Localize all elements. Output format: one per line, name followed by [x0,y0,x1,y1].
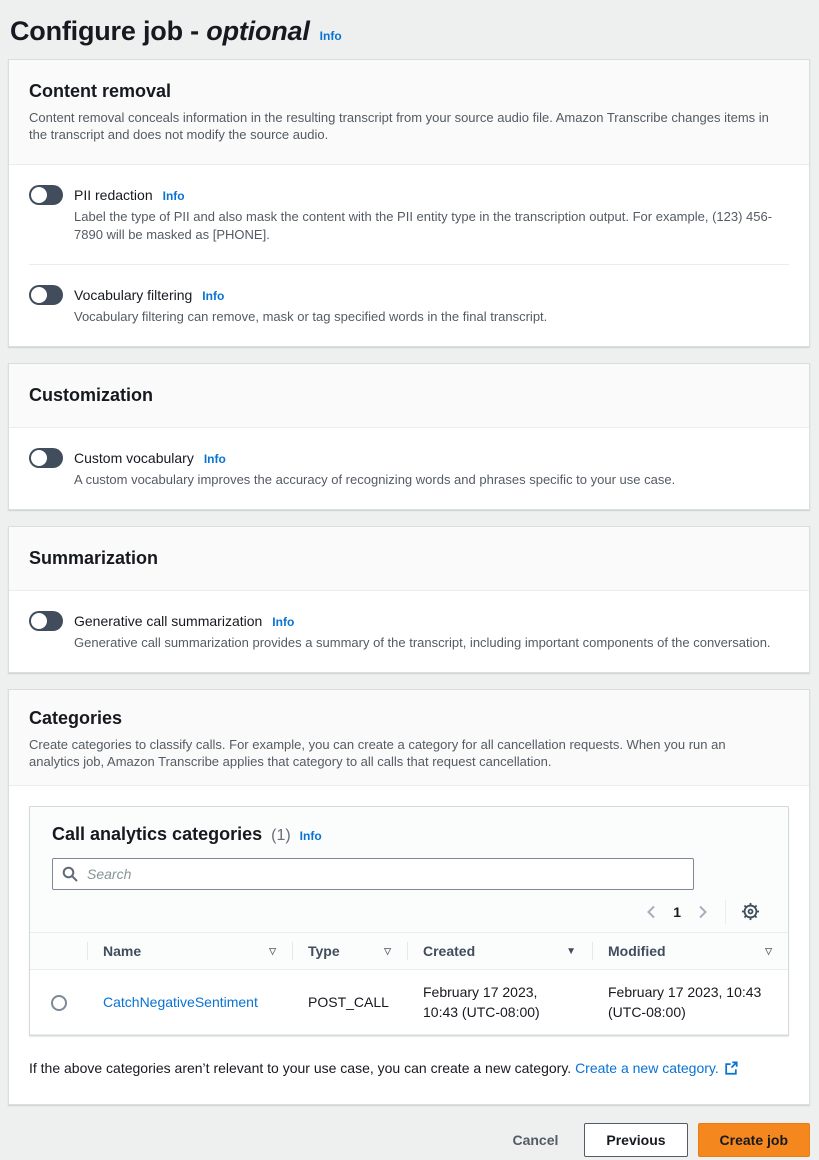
content-removal-title: Content removal [29,81,172,101]
card-head [30,807,788,845]
generative-summarization-toggle[interactable] [29,611,63,631]
pii-redaction-content [74,185,789,244]
pagination-divider [725,900,726,924]
card-info-link[interactable]: Info [299,829,322,843]
content-removal-panel [8,59,810,347]
categories-panel [8,689,810,1105]
column-label: Name [103,943,142,959]
vocabulary-filtering-toggle[interactable] [29,285,63,305]
sort-icon: ▽ [384,945,391,956]
content-removal-body [9,165,809,346]
previous-button[interactable]: Previous [584,1123,687,1157]
category-modified-cell: February 17 2023, 10:43 (UTC-08:00) [592,970,788,1035]
search-input[interactable] [85,865,684,883]
categories-body [9,786,809,1104]
generative-summarization-label: Generative call summarization [74,613,263,629]
create-new-category-link[interactable]: Create a new category. [575,1060,719,1076]
chevron-left-icon [644,904,660,920]
pii-redaction-info-link[interactable]: Info [162,189,185,203]
categories-description: Create categories to classify calls. For example, you can create a category for all cancellation requests. When you run an analytics job, Amazon Transcribe applies that category to all calls that request cancellation. [29,737,726,769]
selection-column-header [30,933,87,970]
category-row-radio[interactable] [51,995,67,1011]
categories-footnote [29,1058,789,1078]
summarization-title: Summarization [29,548,159,568]
toggle-knob [31,450,47,466]
page-header [0,0,819,59]
content-removal-description: Content removal conceals information in the resulting transcript from your source audio file. Amazon Transcribe changes items in the transcript and does not modify the source audio. [29,110,769,142]
pii-redaction-label: PII redaction [74,187,153,203]
footer-actions [0,1123,810,1157]
content-removal-header [9,60,809,165]
column-header-type[interactable] [292,933,407,970]
pii-redaction-row [29,185,789,244]
pii-redaction-toggle[interactable] [29,185,63,205]
category-name-link[interactable]: CatchNegativeSentiment [103,994,258,1010]
custom-vocabulary-info-link[interactable]: Info [203,452,226,466]
category-type-cell: POST_CALL [292,970,407,1035]
card-count: (1) [271,827,291,844]
sort-icon: ▽ [269,945,276,956]
customization-header [9,364,809,428]
table-row [30,970,788,1035]
vocabulary-filtering-content [74,285,547,326]
column-label: Type [308,943,340,959]
customization-panel [8,363,810,510]
toggle-knob [31,187,47,203]
footnote-text: If the above categories aren’t relevant to your use case, you can create a new category. [29,1060,572,1076]
custom-vocabulary-toggle[interactable] [29,448,63,468]
customization-title: Customization [29,385,153,405]
section-divider [29,264,789,265]
sort-icon: ▽ [765,945,772,956]
custom-vocabulary-content [74,448,675,489]
summarization-panel [8,526,810,673]
custom-vocabulary-description: A custom vocabulary improves the accuracy of recognizing words and phrases specific to your use case. [74,472,676,487]
categories-title: Categories [29,708,123,728]
generative-summarization-info-link[interactable]: Info [272,615,295,629]
category-created-cell: February 17 2023, 10:43 (UTC-08:00) [407,970,592,1035]
column-header-created[interactable] [407,933,592,970]
next-page-button[interactable] [690,901,714,923]
table-header-row [30,933,788,970]
vocabulary-filtering-info-link[interactable]: Info [202,289,225,303]
summarization-header [9,527,809,591]
create-job-button[interactable]: Create job [698,1123,810,1157]
categories-table [30,932,788,1035]
cancel-button[interactable]: Cancel [496,1124,574,1156]
table-preferences-button[interactable] [737,899,764,924]
page-title [10,16,310,47]
page-info-link[interactable]: Info [319,29,342,43]
pii-redaction-description: Label the type of PII and also mask the content with the PII entity type in the transcription output. For example, (123) 456-7890 will be masked as [PHONE]. [74,209,773,242]
toggle-knob [31,287,47,303]
current-page-number[interactable]: 1 [673,903,681,920]
search-icon [62,866,78,882]
vocabulary-filtering-description: Vocabulary filtering can remove, mask or tag specified words in the final transcript. [74,309,548,324]
call-analytics-categories-card [29,806,789,1036]
page-title-text: Configure job - [10,16,207,46]
column-label: Modified [608,943,666,959]
card-title: Call analytics categories [52,824,263,844]
column-header-modified[interactable] [592,933,788,970]
customization-body [9,428,809,509]
search-box [52,858,694,890]
custom-vocabulary-row [29,448,789,489]
summarization-body [9,591,809,672]
vocabulary-filtering-row [29,285,789,326]
pagination [30,890,788,932]
sort-icon: ▼ [566,945,576,957]
previous-page-button[interactable] [640,901,664,923]
generative-summarization-description: Generative call summarization provides a summary of the transcript, including important components of the conversation. [74,635,771,650]
generative-summarization-content [74,611,771,652]
custom-vocabulary-label: Custom vocabulary [74,450,194,466]
external-link-icon [724,1061,738,1075]
categories-header [9,690,809,786]
column-label: Created [423,943,476,959]
generative-summarization-row [29,611,789,652]
column-header-name[interactable] [87,933,292,970]
chevron-right-icon [694,904,710,920]
vocabulary-filtering-label: Vocabulary filtering [74,287,193,303]
page-title-optional: optional [206,16,310,46]
toggle-knob [31,613,47,629]
gear-icon [741,902,760,921]
